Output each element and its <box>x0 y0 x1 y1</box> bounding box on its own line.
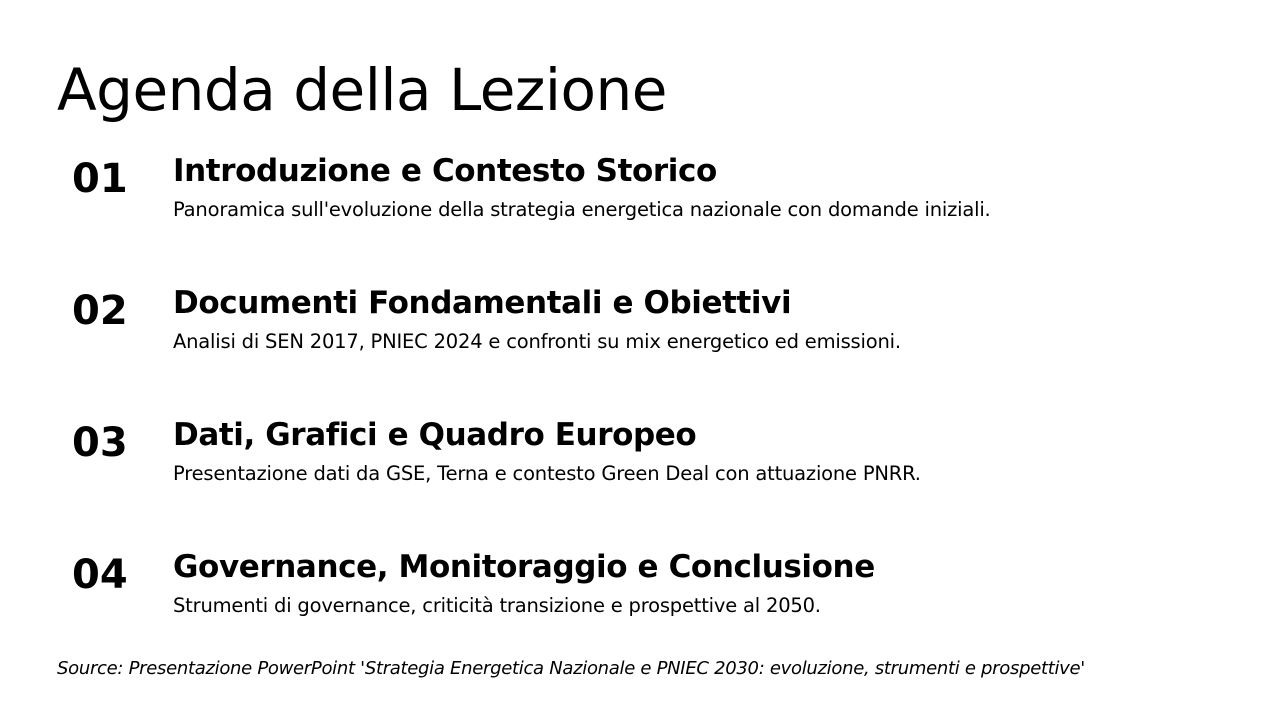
agenda-item-heading: Dati, Grafici e Quadro Europeo <box>173 417 697 453</box>
agenda-item-number: 01 <box>72 156 128 202</box>
slide-title: Agenda della Lezione <box>57 56 667 124</box>
agenda-item-number: 04 <box>72 552 128 598</box>
agenda-item-4 <box>72 548 1222 648</box>
agenda-item-description: Analisi di SEN 2017, PNIEC 2024 e confronti su mix energetico ed emissioni. <box>173 330 901 353</box>
agenda-item-1 <box>72 152 1222 252</box>
source-caption: Source: Presentazione PowerPoint 'Strategia Energetica Nazionale e PNIEC 2030: evoluzione, strumenti e prospettive' <box>57 658 1085 679</box>
agenda-item-number: 02 <box>72 288 128 334</box>
agenda-item-2 <box>72 284 1222 384</box>
agenda-item-number: 03 <box>72 420 128 466</box>
agenda-item-description: Panoramica sull'evoluzione della strategia energetica nazionale con domande iniziali. <box>173 198 991 221</box>
agenda-item-heading: Governance, Monitoraggio e Conclusione <box>173 549 875 585</box>
agenda-item-heading: Documenti Fondamentali e Obiettivi <box>173 285 792 321</box>
agenda-item-heading: Introduzione e Contesto Storico <box>173 153 717 189</box>
agenda-item-description: Strumenti di governance, criticità transizione e prospettive al 2050. <box>173 594 821 617</box>
agenda-item-3 <box>72 416 1222 516</box>
agenda-item-description: Presentazione dati da GSE, Terna e contesto Green Deal con attuazione PNRR. <box>173 462 921 485</box>
